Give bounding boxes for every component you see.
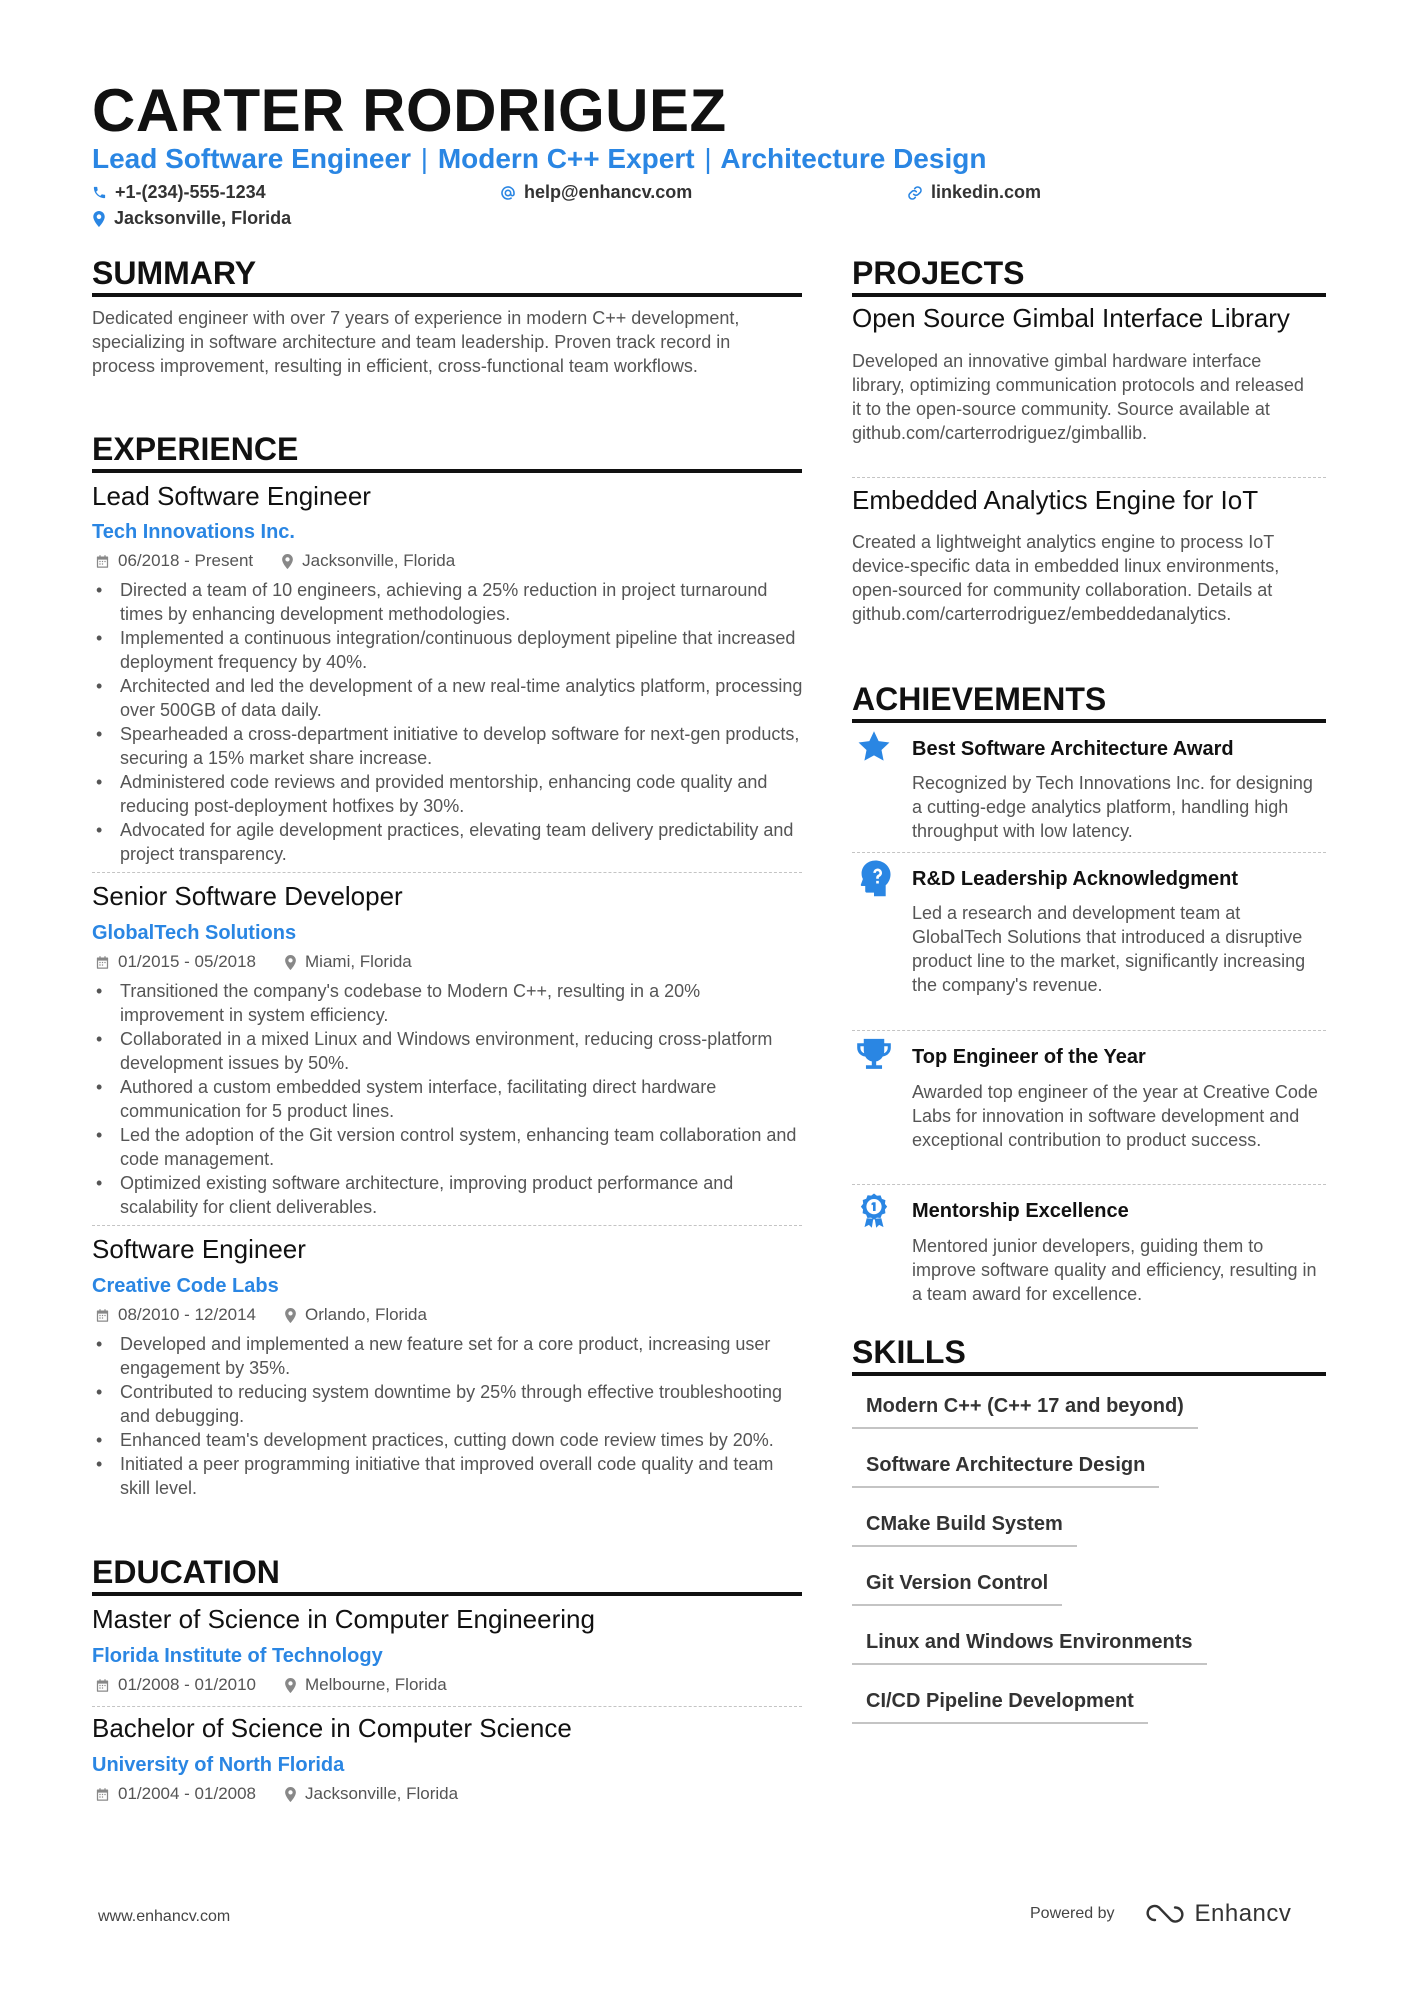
phone-icon <box>92 185 107 200</box>
list-item: • Optimized existing software architecture, improving product performance and scalability for client deliverables. <box>92 1171 804 1219</box>
calendar-icon <box>95 1787 110 1802</box>
job-role: Lead Software Engineer <box>92 481 371 511</box>
job-meta <box>95 550 455 572</box>
location-pin-icon <box>284 955 297 970</box>
star-icon <box>854 729 894 769</box>
headline-part: Lead Software Engineer <box>92 143 411 174</box>
summary-text: Dedicated engineer with over 7 years of experience in modern C++ development, specializing in software architecture and team leadership. Proven track record in process improvement, resulting in efficient, cross-functional team workflows. <box>92 308 740 376</box>
skill-tag: Software Architecture Design <box>852 1452 1159 1488</box>
achievement-description: Led a research and development team at GlobalTech Solutions that introduced a disruptive product line to the market, significantly increasing the company's revenue. <box>912 903 1306 995</box>
calendar-icon <box>95 955 110 970</box>
calendar-icon <box>95 1308 110 1323</box>
job-bullets <box>92 979 804 1219</box>
divider <box>92 1706 802 1707</box>
list-item: • Initiated a peer programming initiative that improved overall code quality and team skill level. <box>92 1452 804 1500</box>
skill-tag: CMake Build System <box>852 1511 1077 1547</box>
headline-part: Architecture Design <box>720 143 987 174</box>
job-dates: 08/2010 - 12/2014 <box>118 1305 257 1324</box>
list-item: • Authored a custom embedded system interface, facilitating direct hardware communication for 5 product lines. <box>92 1075 804 1123</box>
achievement-title: R&D Leadership Acknowledgment <box>912 868 1238 890</box>
education-meta <box>95 1674 447 1696</box>
location-value: Jacksonville, Florida <box>114 208 292 228</box>
contact-location <box>92 208 291 229</box>
achievement-description: Recognized by Tech Innovations Inc. for designing a cutting-edge analytics platform, handling high throughput with low latency. <box>912 773 1313 841</box>
headline <box>92 141 986 177</box>
list-item: • Spearheaded a cross-department initiative to develop software for next-gen products, securing a 15% market share increase. <box>92 722 804 770</box>
powered-by-label: Powered by <box>1030 1905 1115 1922</box>
education-dates: 01/2004 - 01/2008 <box>118 1784 257 1803</box>
job-location: Orlando, Florida <box>305 1305 427 1324</box>
achievement-title: Best Software Architecture Award <box>912 738 1234 760</box>
list-item: • Advocated for agile development practices, elevating team delivery predictability and project transparency. <box>92 818 804 866</box>
skills-heading: SKILLS <box>852 1334 966 1370</box>
job-company: Tech Innovations Inc. <box>92 521 295 543</box>
section-rule <box>92 1592 802 1596</box>
link-icon <box>907 185 923 201</box>
head-icon <box>854 859 894 899</box>
brand-name: Enhancv <box>1194 1900 1292 1927</box>
location-pin-icon <box>281 554 294 569</box>
medal-icon <box>854 1192 894 1232</box>
summary-heading: SUMMARY <box>92 255 257 291</box>
list-item: • Collaborated in a mixed Linux and Windows environment, reducing cross-platform development issues by 50%. <box>92 1027 804 1075</box>
skill-tag: Git Version Control <box>852 1570 1062 1606</box>
at-icon <box>500 185 516 201</box>
education-dates: 01/2008 - 01/2010 <box>118 1675 257 1694</box>
experience-heading: EXPERIENCE <box>92 431 299 467</box>
skill-tag: CI/CD Pipeline Development <box>852 1688 1148 1724</box>
education-meta <box>95 1783 458 1805</box>
section-rule <box>852 293 1326 297</box>
education-school: University of North Florida <box>92 1754 345 1776</box>
location-pin-icon <box>284 1787 297 1802</box>
achievement-description: Mentored junior developers, guiding them to improve software quality and efficiency, resulting in a team award for excellence. <box>912 1236 1317 1304</box>
contact-linkedin[interactable] <box>907 182 1041 203</box>
headline-separator: | <box>420 143 429 174</box>
calendar-icon <box>95 554 110 569</box>
list-item: • Architected and led the development of a new real-time analytics platform, processing over 500GB of data daily. <box>92 674 804 722</box>
job-meta <box>95 951 412 973</box>
education-location: Melbourne, Florida <box>305 1675 447 1694</box>
contact-phone[interactable] <box>92 182 266 203</box>
headline-separator: | <box>704 143 712 174</box>
divider <box>92 1225 802 1226</box>
list-item: • Implemented a continuous integration/continuous deployment pipeline that increased deployment frequency by 40%. <box>92 626 804 674</box>
email-value: help@enhancv.com <box>524 182 693 202</box>
project-description: Created a lightweight analytics engine to process IoT device-specific data in embedded linux environments, open-sourced for community collaboration. Details at github.com/carterrodriguez/embeddedanalytics. <box>852 532 1280 624</box>
footer-branding <box>1030 1900 1291 1928</box>
achievements-heading: ACHIEVEMENTS <box>852 681 1107 717</box>
project-title: Embedded Analytics Engine for IoT <box>852 485 1259 515</box>
trophy-icon <box>854 1037 894 1077</box>
divider <box>852 477 1326 478</box>
job-bullets <box>92 578 804 866</box>
linkedin-value: linkedin.com <box>931 182 1042 202</box>
list-item: • Developed and implemented a new feature set for a core product, increasing user engagement by 35%. <box>92 1332 804 1380</box>
list-item: • Administered code reviews and provided mentorship, enhancing code quality and reducing post-deployment hotfixes by 30%. <box>92 770 804 818</box>
section-rule <box>92 293 802 297</box>
job-company: GlobalTech Solutions <box>92 922 297 944</box>
calendar-icon <box>95 1678 110 1693</box>
education-heading: EDUCATION <box>92 1554 280 1590</box>
contact-email[interactable] <box>500 182 692 203</box>
achievement-title: Mentorship Excellence <box>912 1200 1129 1222</box>
skill-tag: Linux and Windows Environments <box>852 1629 1207 1665</box>
skill-tag: Modern C++ (C++ 17 and beyond) <box>852 1393 1198 1429</box>
list-item: • Enhanced team's development practices, cutting down code review times by 20%. <box>92 1428 804 1452</box>
job-dates: 01/2015 - 05/2018 <box>118 952 257 971</box>
job-dates: 06/2018 - Present <box>118 551 254 570</box>
headline-part: Modern C++ Expert <box>437 143 695 174</box>
section-rule <box>852 1372 1326 1376</box>
list-item: • Contributed to reducing system downtime by 25% through effective troubleshooting and debugging. <box>92 1380 804 1428</box>
phone-value: +1-(234)-555-1234 <box>115 182 266 202</box>
job-company: Creative Code Labs <box>92 1275 279 1297</box>
projects-heading: PROJECTS <box>852 255 1025 291</box>
job-location: Miami, Florida <box>305 952 412 971</box>
job-role: Senior Software Developer <box>92 881 403 911</box>
education-degree: Bachelor of Science in Computer Science <box>92 1713 572 1743</box>
section-rule <box>852 719 1326 723</box>
job-bullets <box>92 1332 804 1500</box>
achievement-description: Awarded top engineer of the year at Creative Code Labs for innovation in software development and exceptional contribution to product success. <box>912 1082 1318 1150</box>
project-title: Open Source Gimbal Interface Library <box>852 303 1290 333</box>
location-pin-icon <box>284 1308 297 1323</box>
section-rule <box>92 469 802 473</box>
list-item: • Transitioned the company's codebase to Modern C++, resulting in a 20% improvement in system efficiency. <box>92 979 804 1027</box>
divider <box>852 1030 1326 1031</box>
education-degree: Master of Science in Computer Engineering <box>92 1604 595 1634</box>
project-description: Developed an innovative gimbal hardware interface library, optimizing communication protocols and released it to the open-source community. Source available at github.com/carterrodriguez/gimballib. <box>852 351 1304 443</box>
candidate-name: CARTER RODRIGUEZ <box>92 77 727 144</box>
footer-website[interactable]: www.enhancv.com <box>98 1908 231 1925</box>
job-location: Jacksonville, Florida <box>302 551 456 570</box>
education-location: Jacksonville, Florida <box>305 1784 459 1803</box>
divider <box>852 852 1326 853</box>
divider <box>92 872 802 873</box>
location-pin-icon <box>284 1678 297 1693</box>
list-item: • Led the adoption of the Git version control system, enhancing team collaboration and code management. <box>92 1123 804 1171</box>
list-item: • Directed a team of 10 engineers, achieving a 25% reduction in project turnaround times by enhancing development methodologies. <box>92 578 804 626</box>
divider <box>852 1184 1326 1185</box>
job-meta <box>95 1304 427 1326</box>
location-pin-icon <box>92 211 106 227</box>
job-role: Software Engineer <box>92 1234 306 1264</box>
achievement-title: Top Engineer of the Year <box>912 1046 1146 1068</box>
education-school: Florida Institute of Technology <box>92 1645 383 1667</box>
enhancv-logo-icon <box>1141 1901 1189 1927</box>
